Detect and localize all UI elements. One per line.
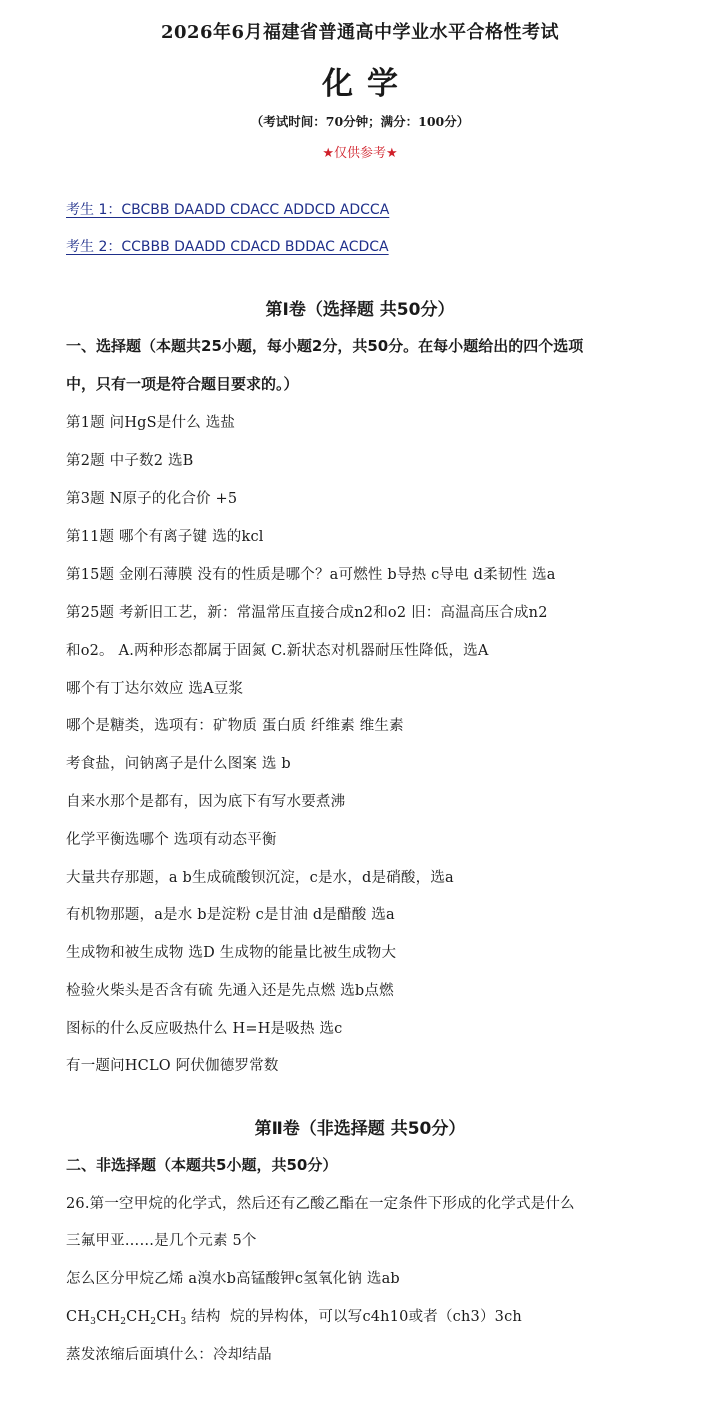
question-line: 蒸发浓缩后面填什么：冷却结晶 (66, 1347, 272, 1363)
answer-key-1: 考生 1：CBCBB DAADD CDACC ADDCD ADCCA (66, 202, 390, 218)
question-line: 自来水那个是都有，因为底下有写水要煮沸 (66, 794, 346, 810)
formula-line (66, 1305, 522, 1327)
question-line: 化学平衡选哪个 选项有动态平衡 (66, 832, 277, 848)
part2-instruction: 二、非选择题（本题共5小题，共50分） (66, 1156, 338, 1174)
question-line: 检验火柴头是否含有硫 先通入还是先点燃 选b点燃 (66, 983, 394, 999)
exam-info: （考试时间：70分钟；满分：100分） (250, 114, 470, 129)
part2-heading: 第Ⅱ卷（非选择题 共50分） (254, 1119, 466, 1139)
question-line: 第2题 中子数2 选B (66, 453, 194, 469)
question-line: 第3题 N原子的化合价 +5 (66, 491, 238, 507)
part1-instruction-line: 一、选择题（本题共25小题，每小题2分，共50分。在每小题给出的四个选项 (66, 337, 584, 355)
reference-note: ★仅供参考★ (322, 146, 398, 161)
question-line: 大量共存那题，a b生成硫酸钡沉淀，c是水，d是硝酸，选a (66, 870, 454, 886)
answer-key-2: 考生 2：CCBBB DAADD CDACD BDDAC ACDCA (66, 239, 389, 255)
chemical-formula: $CH_3CH_2CH_2CH_3$ (66, 1309, 187, 1327)
subject-title: 化学 (322, 66, 412, 102)
question-line: 图标的什么反应吸热什么 H=H是吸热 选c (66, 1021, 343, 1037)
question-line: 三氟甲亚……是几个元素 5个 (66, 1233, 257, 1249)
question-line: 有一题问HCLO 阿伏伽德罗常数 (66, 1058, 279, 1074)
question-line: 怎么区分甲烷乙烯 a溴水b高锰酸钾c氢氧化钠 选ab (66, 1271, 400, 1287)
question-line: 第25题 考新旧工艺，新：常温常压直接合成n2和o2 旧：高温高压合成n2 (66, 605, 548, 621)
question-line: 生成物和被生成物 选D 生成物的能量比被生成物大 (66, 945, 397, 961)
question-line: 和o2。 A.两种形态都属于固氮 C.新状态对机器耐压性降低，选A (66, 643, 489, 659)
part1-instruction-line: 中，只有一项是符合题目要求的。） (66, 375, 299, 393)
question-line: 26.第一空甲烷的化学式，然后还有乙酸乙酯在一定条件下形成的化学式是什么 (66, 1196, 575, 1212)
question-line: 哪个是糖类，选项有：矿物质 蛋白质 纤维素 维生素 (66, 718, 404, 734)
question-line: 考食盐，问钠离子是什么图案 选 b (66, 756, 291, 772)
question-line: 第11题 哪个有离子键 选的kcl (66, 529, 264, 545)
question-line: 有机物那题，a是水 b是淀粉 c是甘油 d是醋酸 选a (66, 907, 395, 923)
part1-heading: 第Ⅰ卷（选择题 共50分） (265, 300, 455, 320)
question-line: 第15题 金刚石薄膜 没有的性质是哪个？a可燃性 b导热 c导电 d柔韧性 选a (66, 567, 556, 583)
formula-description: 结构 烷的异构体，可以写c4h10或者（ch3）3ch (186, 1309, 522, 1325)
question-line: 第1题 问HgS是什么 选盐 (66, 415, 236, 431)
exam-title: 2026年6月福建省普通高中学业水平合格性考试 (160, 22, 560, 43)
question-line: 哪个有丁达尔效应 选A豆浆 (66, 681, 244, 697)
